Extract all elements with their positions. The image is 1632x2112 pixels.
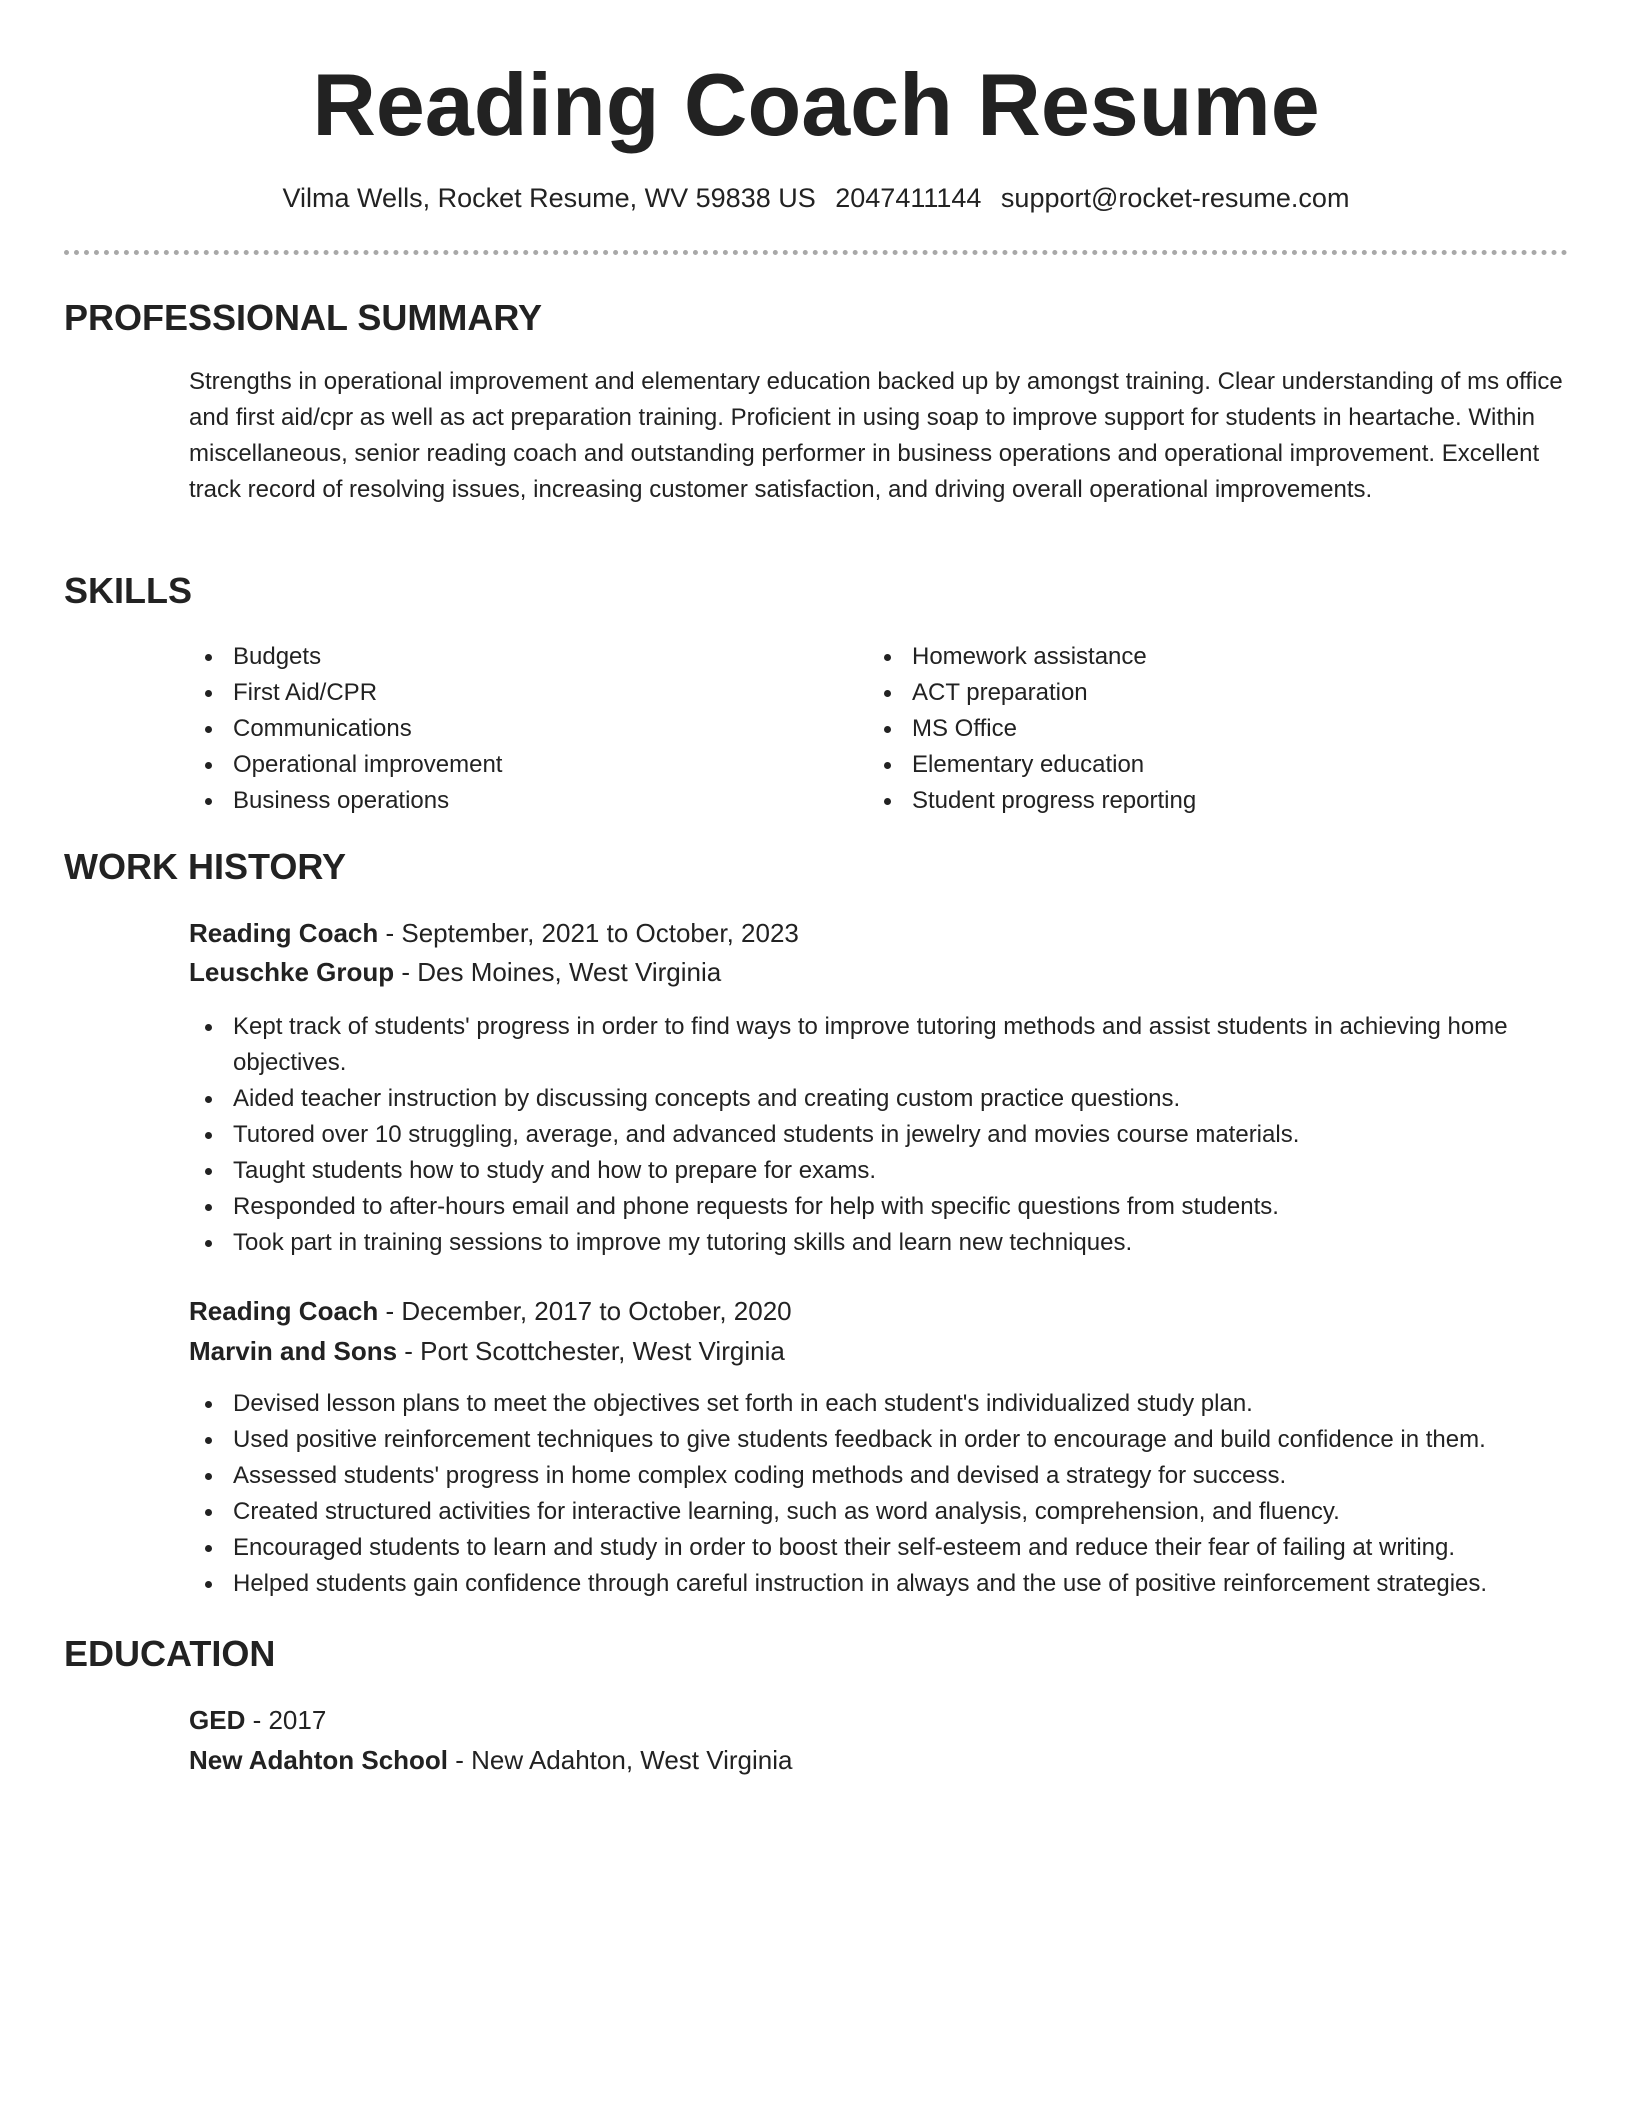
- job-duty: Taught students how to study and how to prepare for exams.: [189, 1153, 1569, 1189]
- skill-item: Communications: [189, 711, 849, 747]
- skill-item: Homework assistance: [868, 639, 1528, 675]
- job-duty: Helped students gain confidence through careful instruction in always and the use of positive reinforcement strategies.: [189, 1566, 1569, 1602]
- skill-item: ACT preparation: [868, 675, 1528, 711]
- skill-item: Elementary education: [868, 747, 1528, 783]
- job-duties-list: [189, 1386, 1569, 1602]
- job-location: - Des Moines, West Virginia: [394, 957, 722, 987]
- skill-item: Operational improvement: [189, 747, 849, 783]
- skill-item: Budgets: [189, 639, 849, 675]
- education-heading: EDUCATION: [64, 1633, 276, 1674]
- job-title: Reading Coach: [189, 918, 379, 948]
- job-duty: Took part in training sessions to improve my tutoring skills and learn new techniques.: [189, 1225, 1569, 1261]
- skills-list-left: [189, 639, 849, 819]
- skill-item: First Aid/CPR: [189, 675, 849, 711]
- contact-email: support@rocket-resume.com: [1000, 183, 1350, 213]
- education-year: - 2017: [245, 1705, 327, 1735]
- job-duty: Assessed students' progress in home complex coding methods and devised a strategy for success.: [189, 1458, 1569, 1494]
- job-duty: Kept track of students' progress in order to find ways to improve tutoring methods and assist students in achieving home objectives.: [189, 1009, 1569, 1081]
- skills-list-right: [868, 639, 1528, 819]
- job-duty: Aided teacher instruction by discussing concepts and creating custom practice questions.: [189, 1081, 1569, 1117]
- job-duty: Used positive reinforcement techniques to give students feedback in order to encourage and build confidence in them.: [189, 1422, 1569, 1458]
- contact-address: Vilma Wells, Rocket Resume, WV 59838 US: [282, 183, 816, 213]
- job-duty: Encouraged students to learn and study in order to boost their self-esteem and reduce their fear of failing at writing.: [189, 1530, 1569, 1566]
- skill-item: MS Office: [868, 711, 1528, 747]
- job-dates: - September, 2021 to October, 2023: [378, 918, 799, 948]
- job-company-line: [189, 1333, 785, 1369]
- job-duty: Devised lesson plans to meet the objectives set forth in each student's individualized study plan.: [189, 1386, 1569, 1422]
- job-dates: - December, 2017 to October, 2020: [378, 1296, 792, 1326]
- resume-title: Reading Coach Resume: [312, 55, 1320, 154]
- job-company-line: [189, 954, 721, 990]
- education-school: New Adahton School: [189, 1745, 449, 1775]
- job-location: - Port Scottchester, West Virginia: [397, 1336, 785, 1366]
- job-title-line: [189, 915, 799, 951]
- job-title: Reading Coach: [189, 1296, 379, 1326]
- job-duty: Created structured activities for interactive learning, such as word analysis, comprehension, and fluency.: [189, 1494, 1569, 1530]
- header-divider: [64, 250, 1568, 255]
- education-location: - New Adahton, West Virginia: [448, 1745, 793, 1775]
- job-title-line: [189, 1293, 792, 1329]
- job-duty: Responded to after-hours email and phone requests for help with specific questions from students.: [189, 1189, 1569, 1225]
- work-history-heading: WORK HISTORY: [64, 846, 347, 887]
- skills-heading: SKILLS: [64, 570, 193, 611]
- contact-line: [0, 181, 1632, 215]
- summary-text: Strengths in operational improvement and elementary education backed up by amongst training. Clear understanding of ms office and first aid/cpr as well as act preparation training. Proficient in using soap to improve support for students in heartache. Within miscellaneous, senior reading coach and outstanding performer in business operations and operational improvement. Excellent track record of resolving issues, increasing customer satisfaction, and driving overall operational improvements.: [189, 368, 1563, 503]
- job-company: Marvin and Sons: [189, 1336, 398, 1366]
- education-school-line: [189, 1742, 792, 1778]
- summary-heading: PROFESSIONAL SUMMARY: [64, 297, 543, 338]
- education-degree: GED: [189, 1705, 246, 1735]
- skill-item: Student progress reporting: [868, 783, 1528, 819]
- job-duties-list: [189, 1009, 1569, 1261]
- education-degree-line: [189, 1702, 326, 1738]
- job-duty: Tutored over 10 struggling, average, and advanced students in jewelry and movies course materials.: [189, 1117, 1569, 1153]
- job-company: Leuschke Group: [189, 957, 395, 987]
- skill-item: Business operations: [189, 783, 849, 819]
- contact-phone: 2047411144: [835, 183, 982, 213]
